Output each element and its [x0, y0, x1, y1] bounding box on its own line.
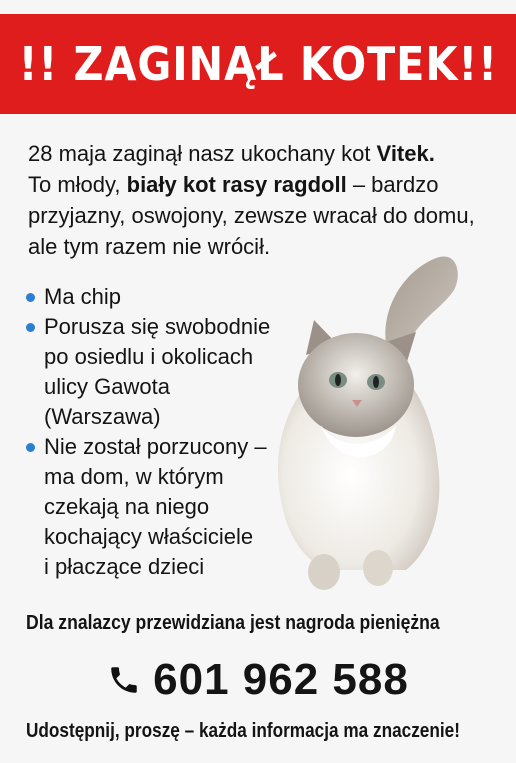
contact-phone: [0, 652, 516, 708]
bullet-dot-icon: [26, 293, 35, 302]
fact-location: [24, 312, 284, 432]
intro-paragraph: [28, 138, 498, 262]
fact-chip: [24, 282, 284, 312]
fact-line: Ma chip: [44, 284, 122, 309]
fact-line: po osiedlu i okolicach: [44, 344, 254, 369]
fact-line: Porusza się swobodnie: [44, 314, 271, 339]
fact-line: ulicy Gawota: [44, 374, 170, 399]
title-banner: [0, 14, 516, 114]
fact-line: Nie został porzucony –: [44, 434, 267, 459]
phone-icon: [107, 663, 141, 697]
poster-title: !! ZAGINĄŁ KOTEK!!: [18, 37, 498, 91]
intro-text: To młody,: [28, 172, 127, 197]
facts-list: [24, 282, 284, 582]
fact-line: czekają na niego: [44, 494, 210, 519]
cat-breed: biały kot rasy ragdoll: [126, 172, 347, 197]
share-appeal: Udostępnij, proszę – każda informacja ma znaczenie!: [26, 720, 460, 742]
fact-line: kochający właściciele: [44, 524, 254, 549]
intro-line-1: [28, 138, 498, 169]
reward-notice: Dla znalazcy przewidziana jest nagroda pieniężna: [26, 612, 440, 634]
cat-name: Vitek.: [376, 141, 435, 166]
intro-line-3: przyjazny, oswojony, zewsze wracał do domu,: [28, 203, 475, 228]
intro-line-4: ale tym razem nie wrócił.: [28, 234, 271, 259]
intro-text: 28 maja zaginął nasz ukochany kot: [28, 141, 377, 166]
intro-text: – bardzo: [346, 172, 439, 197]
fact-not-abandoned: [24, 432, 284, 582]
intro-line-2: [28, 169, 498, 200]
bullet-dot-icon: [26, 443, 35, 452]
fact-line: ma dom, w którym: [44, 464, 224, 489]
fact-line: (Warszawa): [44, 404, 161, 429]
fact-line: i płaczące dzieci: [44, 554, 205, 579]
cat-photo: [266, 250, 466, 600]
bullet-dot-icon: [26, 323, 35, 332]
phone-number[interactable]: 601 962 588: [153, 655, 409, 704]
